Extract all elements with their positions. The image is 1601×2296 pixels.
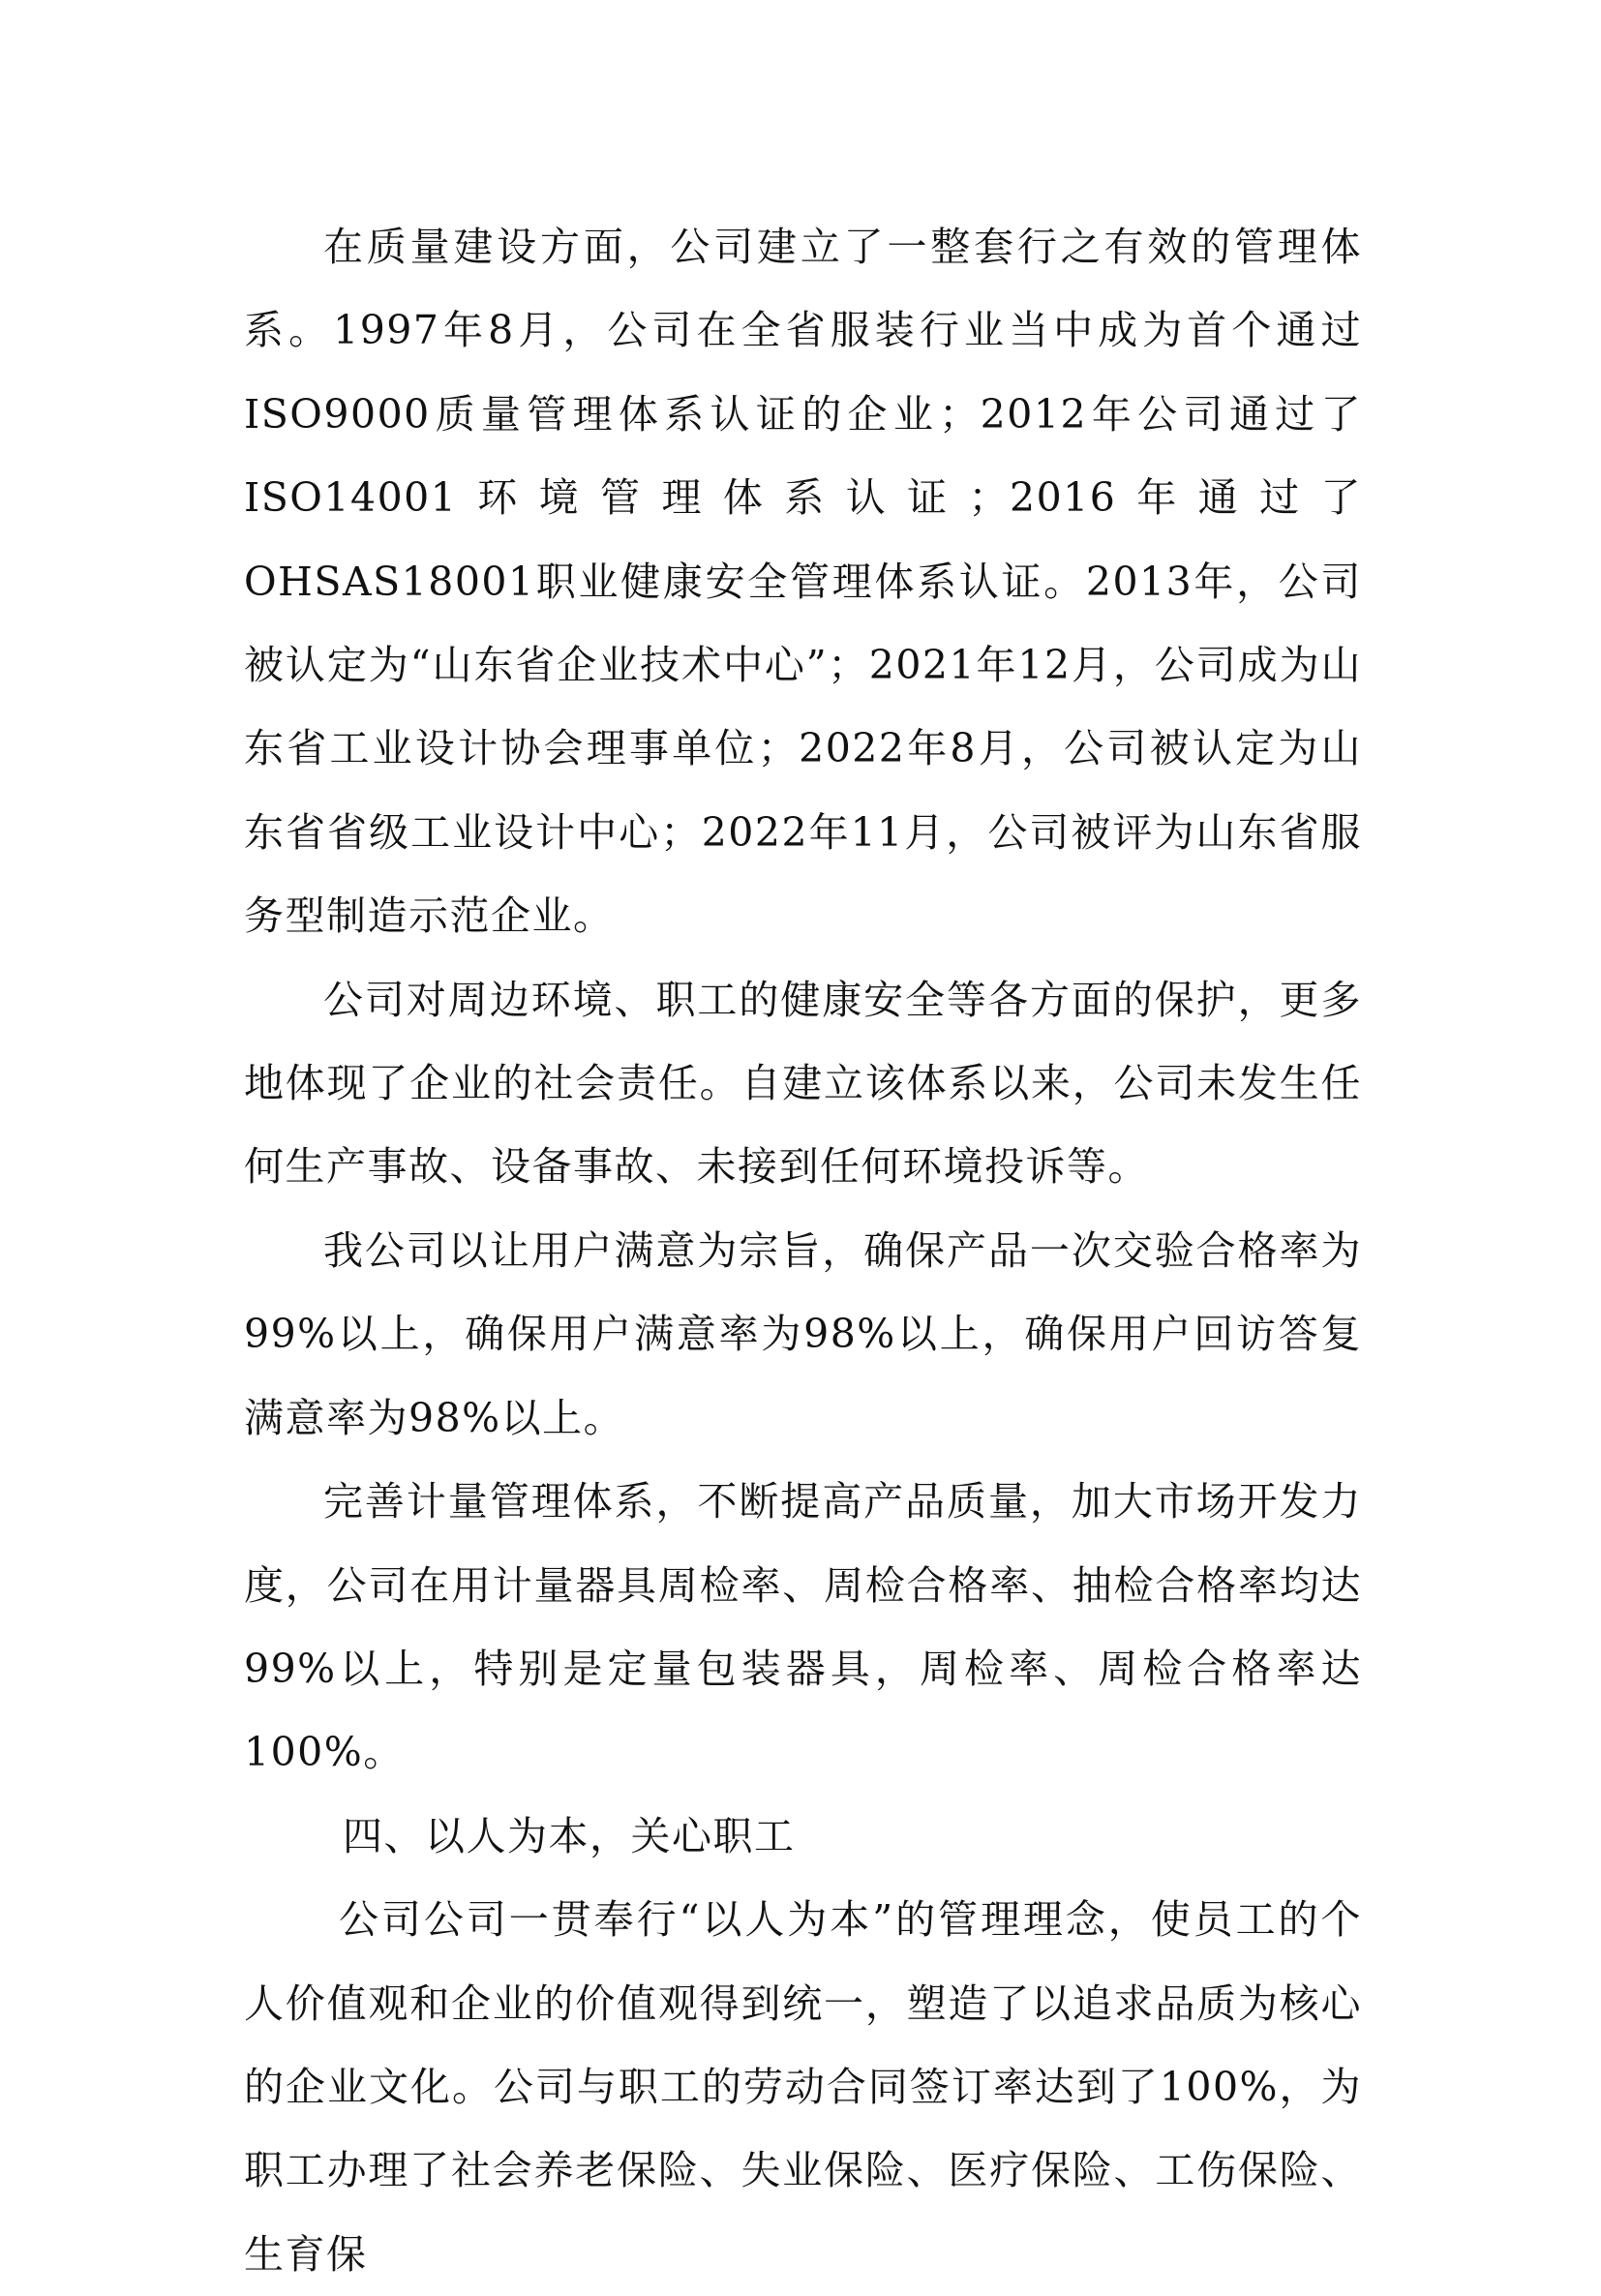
paragraph-people-oriented: 公司公司一贯奉行“以人为本”的管理理念，使员工的个人价值观和企业的价值观得到统一，塑造了以追求品质为核心的企业文化。公司与职工的劳动合同签订率达到了100%，为职工办理了社会养老保险、失业保险、医疗保险、工伤保险、生育保 — [244, 1896, 1362, 2278]
paragraph-quality-system: 在质量建设方面，公司建立了一整套行之有效的管理体系。1997年8月，公司在全省服装行业当中成为首个通过ISO9000质量管理体系认证的企业；2012年公司通过了ISO14001环境管理体系认证；2016年通过了OHSAS18001职业健康安全管理体系认证。2013年，公司被认定为“山东省企业技术中心”；2021年12月，公司成为山东省工业设计协会理事单位；2022年8月，公司被认定为山东省省级工业设计中心；2022年11月，公司被评为山东省服务型制造示范企业。 — [244, 224, 1362, 940]
paragraph-customer-satisfaction: 我公司以让用户满意为宗旨，确保产品一次交验合格率为99%以上，确保用户满意率为98%以上，确保用户回访答复满意率为98%以上。 — [244, 1226, 1362, 1441]
section-heading: 四、以人为本，关心职工 — [343, 1812, 796, 1859]
paragraph-social-responsibility: 公司对周边环境、职工的健康安全等各方面的保护，更多地体现了企业的社会责任。自建立该体系以来，公司未发生任何生产事故、设备事故、未接到任何环境投诉等。 — [244, 976, 1362, 1191]
paragraph-measurement-management: 完善计量管理体系，不断提高产品质量，加大市场开发力度，公司在用计量器具周检率、周检合格率、抽检合格率均达99%以上，特别是定量包装器具，周检率、周检合格率达100%。 — [244, 1478, 1362, 1776]
document-body — [244, 205, 1362, 2296]
